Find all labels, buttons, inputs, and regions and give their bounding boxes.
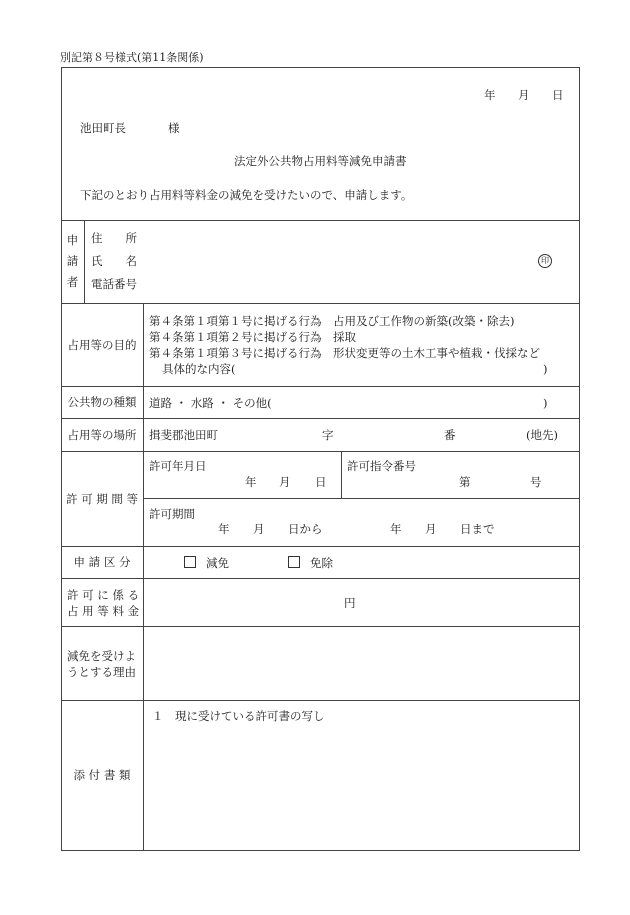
kind-options: 道路 ・ 水路 ・ その他( <box>149 396 272 410</box>
period-to-suffix: 日まで <box>460 522 495 536</box>
row-divider <box>143 498 580 499</box>
row-divider <box>61 220 580 221</box>
column-divider <box>341 451 342 498</box>
column-divider <box>84 220 85 303</box>
applicant-label-char: 申 <box>66 233 79 248</box>
checkbox-square-icon <box>288 556 300 568</box>
location-label: 占用等の場所 <box>67 427 137 442</box>
applicant-label <box>61 230 84 292</box>
form-title: 法定外公共物占用料等減免申請書 <box>234 154 407 168</box>
applicant-label-char: 請 <box>66 253 79 268</box>
location-town: 揖斐郡池田町 <box>149 428 218 442</box>
permit-date-year: 年 <box>245 475 257 489</box>
purpose-line-1: 第４条第１項第１号に掲げる行為 占用及び工作物の新築(改築・除去) <box>149 314 515 328</box>
purpose-detail-label: 具体的な内容( <box>162 362 236 376</box>
location-aza: 字 <box>322 428 334 442</box>
purpose-label: 占用等の目的 <box>67 337 137 352</box>
period-from-month: 月 <box>253 522 265 536</box>
permit-number-label: 許可指令番号 <box>347 459 416 473</box>
purpose-line-2: 第４条第１項第２号に掲げる行為 採取 <box>149 330 356 344</box>
checkbox-exemption-label: 免除 <box>310 556 333 570</box>
permit-period-label: 許可期間 <box>149 507 195 521</box>
location-chisaki: (地先) <box>526 428 558 442</box>
permit-date-month: 月 <box>279 475 291 489</box>
purpose-detail-close: ) <box>543 362 548 376</box>
reason-label-line1: 減免を受けよ <box>67 649 136 663</box>
intro-text: 下記のとおり占用料等料金の減免を受けたいので、申請します。 <box>80 188 413 202</box>
category-label: 申 請 区 分 <box>73 555 131 569</box>
period-from-year: 年 <box>218 522 230 536</box>
period-to-year: 年 <box>390 522 402 536</box>
location-ban: 番 <box>444 428 456 442</box>
attachment-item: １ 現に受けている許可書の写し <box>152 709 325 723</box>
row-divider <box>61 578 580 579</box>
date-day: 日 <box>552 88 564 102</box>
phone-label: 電話番号 <box>91 277 137 291</box>
permit-number-dai: 第 <box>459 475 471 489</box>
date-year: 年 <box>484 88 496 102</box>
permit-label: 許 可 期 間 等 <box>65 491 139 506</box>
purpose-line-3: 第４条第１項第３号に掲げる行為 形状変更等の土木工事や植栽・伐採など <box>149 346 540 360</box>
date-month: 月 <box>518 88 530 102</box>
column-divider <box>143 303 144 851</box>
checkbox-exemption[interactable] <box>288 556 300 570</box>
period-to-month: 月 <box>425 522 437 536</box>
checkbox-reduction[interactable] <box>184 556 196 570</box>
addressee: 池田町長 <box>80 121 126 135</box>
form-number: 別記第８号様式(第11条関係) <box>60 51 204 64</box>
seal-mark: 印 <box>538 254 552 268</box>
permit-date-label: 許可年月日 <box>149 459 207 473</box>
permit-date-day: 日 <box>315 475 327 489</box>
honorific: 様 <box>168 121 180 135</box>
kind-label: 公共物の種類 <box>67 395 137 409</box>
permit-number-go: 号 <box>530 475 542 489</box>
kind-close: ) <box>543 396 548 410</box>
fee-unit: 円 <box>344 596 356 610</box>
row-divider <box>61 626 580 627</box>
attachments-label: 添 付 書 類 <box>73 768 131 782</box>
checkbox-square-icon <box>184 556 196 568</box>
period-from-suffix: 日から <box>288 522 323 536</box>
applicant-label-char: 者 <box>66 274 79 289</box>
address-label: 住 所 <box>91 231 137 245</box>
fee-label-line1: 許 可 に 係 る <box>67 588 140 602</box>
reason-label-line2: うとする理由 <box>67 665 136 679</box>
fee-label-line2: 占 用 等 料 金 <box>67 604 140 618</box>
checkbox-reduction-label: 減免 <box>206 556 229 570</box>
name-label: 氏 名 <box>91 254 137 268</box>
